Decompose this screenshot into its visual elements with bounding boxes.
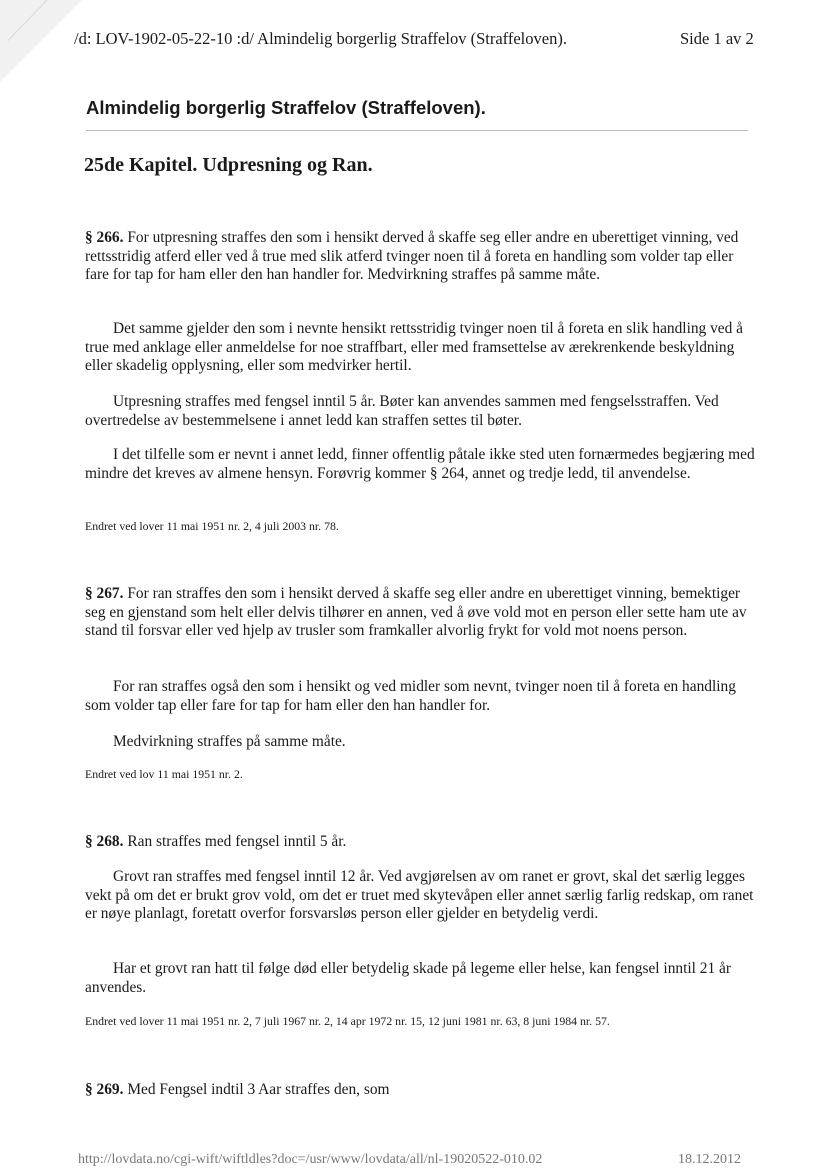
- section-268-paragraph-2: Grovt ran straffes med fengsel inntil 12 år. Ved avgjørelsen av om ranet er grovt, skal det særlig legges vekt på om det er brukt grov vold, om det er truet med skytevåpen eller annet særlig farlig redskap, om ranet er nøye planlagt, foretatt overfor forsvarsløs person eller gjelder en betydelig verdi.: [85, 868, 754, 923]
- section-267-paragraph-3: Medvirkning straffes på samme måte.: [113, 733, 346, 750]
- section-268-number: § 268.: [85, 833, 124, 850]
- section-269-paragraph-1: [85, 1081, 757, 1100]
- section-269-number: § 269.: [85, 1081, 124, 1098]
- section-268-paragraph-1: [85, 833, 757, 852]
- section-266-paragraph-1: [85, 229, 757, 285]
- section-267-paragraph-2: For ran straffes også den som i hensikt og ved midler som nevnt, tvinger noen til å foreta en handling som volder tap eller fare for tap for ham eller den han handler for.: [85, 678, 736, 714]
- header-document-id: /d: LOV-1902-05-22-10 :d/ Almindelig borgerlig Straffelov (Straffeloven).: [74, 29, 567, 48]
- footer-url: http://lovdata.no/cgi-wift/wiftldles?doc=/usr/www/lovdata/all/nl-19020522-010.02: [78, 1152, 543, 1166]
- section-266-amendment-note: Endret ved lover 11 mai 1951 nr. 2, 4 juli 2003 nr. 78.: [85, 519, 339, 533]
- print-footer: [78, 1150, 768, 1166]
- section-268-text-1: Ran straffes med fengsel inntil 5 år.: [127, 833, 347, 850]
- section-266-paragraph-4: I det tilfelle som er nevnt i annet ledd, finner offentlig påtale ikke sted uten fornærmedes begjæring med mindre det kreves av almene hensyn. Forøvrig kommer § 264, annet og tredje ledd, til anvendelse.: [85, 446, 755, 482]
- section-268-amendment-note: Endret ved lover 11 mai 1951 nr. 2, 7 juli 1967 nr. 2, 14 apr 1972 nr. 15, 12 juni 1981 nr. 63, 8 juni 1984 nr. 57.: [85, 1014, 610, 1028]
- header-page-number: Side 1 av 2: [680, 29, 754, 48]
- section-268-paragraph-3: Har et grovt ran hatt til følge død eller betydelig skade på legeme eller helse, kan fengsel inntil 21 år anvendes.: [85, 960, 731, 996]
- chapter-heading: 25de Kapitel. Udpresning og Ran.: [84, 154, 373, 176]
- title-divider: [86, 130, 748, 131]
- section-267-number: § 267.: [85, 585, 124, 602]
- section-266-paragraph-2: Det samme gjelder den som i nevnte hensikt rettsstridig tvinger noen til å foreta en slik handling ved å true med anklage eller anmeldelse for noe straffbart, eller med framsettelse av ærekrenkende beskyldning eller skadelig opplysning, eller som medvirker hertil.: [85, 320, 744, 375]
- section-266-paragraph-3: Utpresning straffes med fengsel inntil 5 år. Bøter kan anvendes sammen med fengselsstraffen. Ved overtredelse av bestemmelsene i annet ledd kan straffen settes til bøter.: [85, 393, 719, 429]
- section-266-number: § 266.: [85, 229, 124, 246]
- section-266-text-1: For utpresning straffes den som i hensikt derved å skaffe seg eller andre en uberettiget vinning, ved rettsstridig atferd eller ved å true med slik atferd tvinger noen til å foreta en handling som volder tap eller fare for tap for ham eller den han handler for. Medvirkning straffes på samme måte.: [85, 229, 739, 284]
- footer-date: 18.12.2012: [678, 1152, 741, 1166]
- section-267-text-1: For ran straffes den som i hensikt derved å skaffe seg eller andre en uberettiget vinning, bemektiger seg en gjenstand som helt eller delvis tilhører en annen, ved å øve vold mot en person eller sette ham ute av stand til forsvar eller ved hjelp av trusler som framkaller alvorlig frykt for vold mot noens person.: [85, 585, 747, 640]
- section-267-paragraph-1: [85, 585, 757, 641]
- folded-corner: [0, 0, 82, 82]
- section-269-text-1: Med Fengsel indtil 3 Aar straffes den, som: [127, 1081, 390, 1098]
- document-title: Almindelig borgerlig Straffelov (Straffeloven).: [86, 97, 486, 118]
- section-267-amendment-note: Endret ved lov 11 mai 1951 nr. 2.: [85, 767, 243, 781]
